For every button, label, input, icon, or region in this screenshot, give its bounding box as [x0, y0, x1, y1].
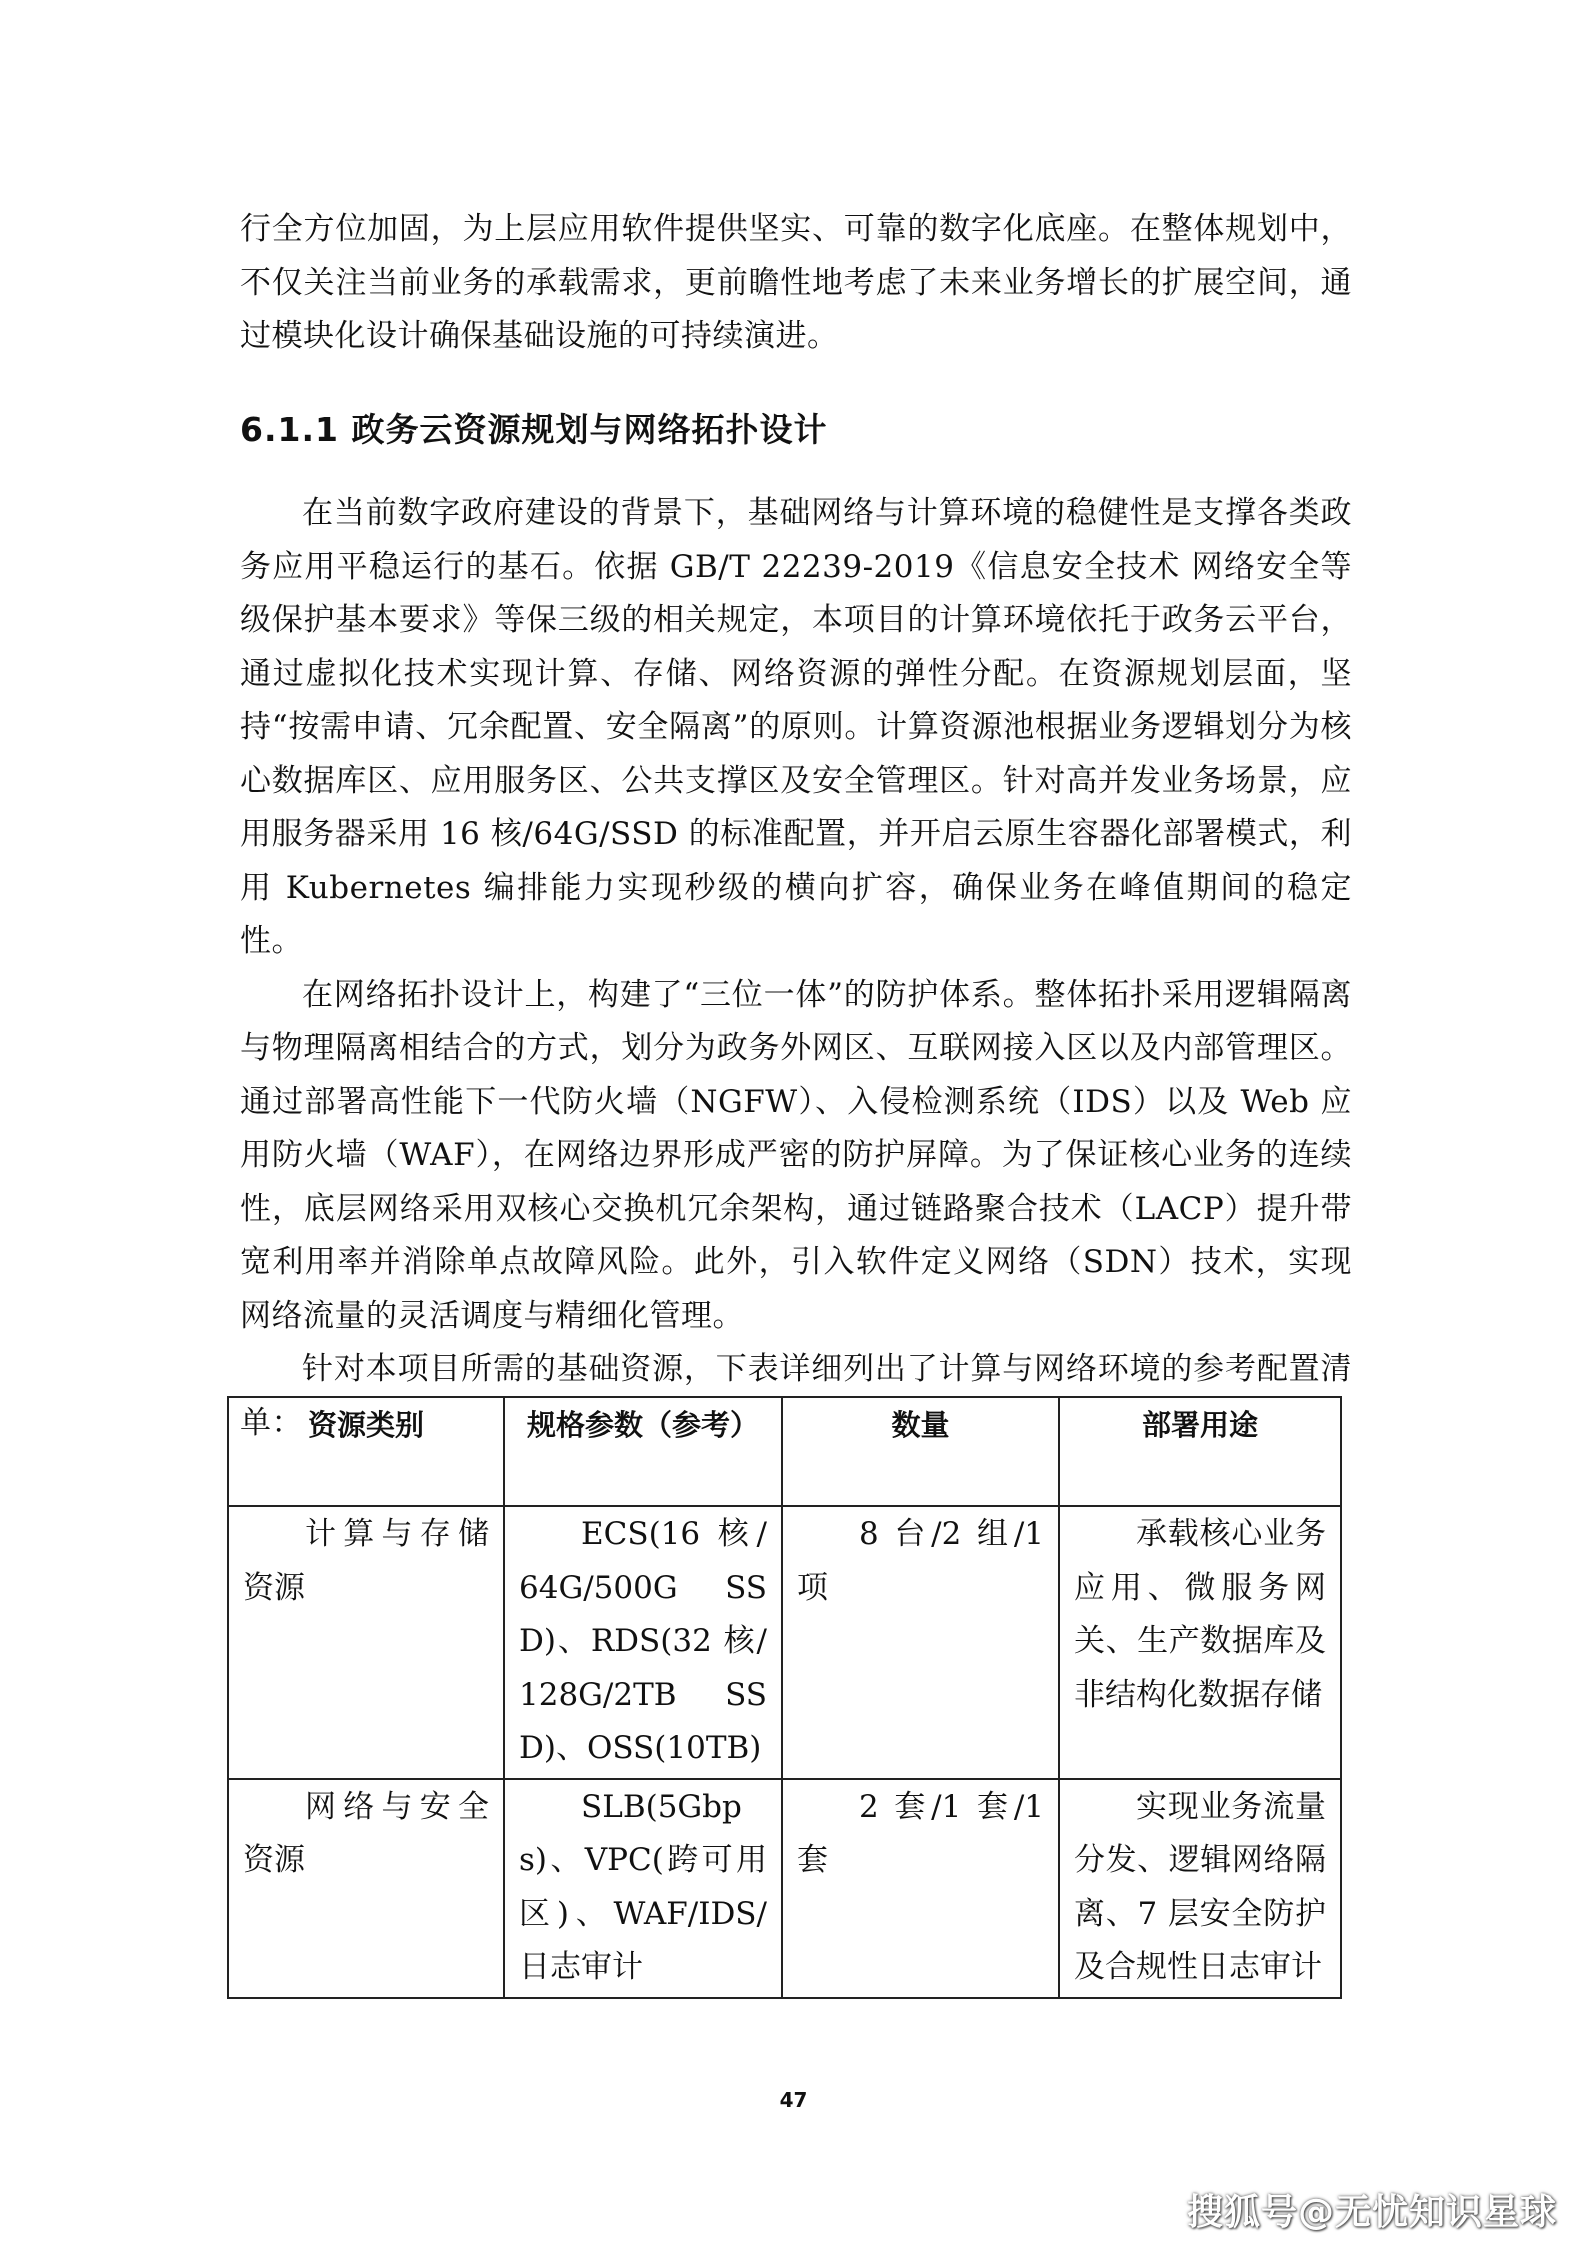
section-heading: 6.1.1 政务云资源规划与网络拓扑设计: [240, 410, 828, 449]
watermark: 搜狐号@无忧知识星球: [1186, 2192, 1557, 2233]
body-paragraph: 针对本项目所需的基础资源，下表详细列出了计算与网络环境的参考配置清单：: [240, 1351, 1352, 1441]
header-spec: 规格参数（参考）: [504, 1397, 782, 1506]
section-body: [240, 487, 1352, 1450]
cell-spec: ECS(16 核/64G/500G SSD)、RDS(32 核/128G/2TB SSD)、OSS(10TB): [504, 1506, 782, 1779]
header-quantity: 数量: [782, 1397, 1059, 1506]
page-number: 47: [779, 2088, 808, 2112]
body-paragraph: 在当前数字政府建设的背景下，基础网络与计算环境的稳健性是支撑各类政务应用平稳运行的基石。依据 GB/T 22239-2019《信息安全技术 网络安全等级保护基本要求》等保三级的相关规定，本项目的计算环境依托于政务云平台，通过虚拟化技术实现计算、存储、网络资源的弹性分配。在资源规划层面，坚持“按需申请、冗余配置、安全隔离”的原则。计算资源池根据业务逻辑划分为核心数据库区、应用服务区、公共支撑区及安全管理区。针对高并发业务场景，应用服务器采用 16 核/64G/SSD 的标准配置，并开启云原生容器化部署模式，利用 Kubernetes 编排能力实现秒级的横向扩容，确保业务在峰值期间的稳定性。: [240, 495, 1352, 959]
header-usage: 部署用途: [1059, 1397, 1341, 1506]
body-paragraph: 在网络拓扑设计上，构建了“三位一体”的防护体系。整体拓扑采用逻辑隔离与物理隔离相结合的方式，划分为政务外网区、互联网接入区以及内部管理区。通过部署高性能下一代防火墙（NGFW）、入侵检测系统（IDS）以及 Web 应用防火墙（WAF），在网络边界形成严密的防护屏障。为了保证核心业务的连续性，底层网络采用双核心交换机冗余架构，通过链路聚合技术（LACP）提升带宽利用率并消除单点故障风险。此外，引入软件定义网络（SDN）技术，实现网络流量的灵活调度与精细化管理。: [240, 976, 1352, 1334]
cell-spec: SLB(5Gbps)、VPC(跨可用区)、WAF/IDS/日志审计: [504, 1779, 782, 1998]
cell-category: 网络与安全资源: [228, 1779, 504, 1998]
table-row: [228, 1779, 1341, 1998]
table-header-row: [228, 1397, 1341, 1506]
table-row: [228, 1506, 1341, 1779]
intro-paragraph: 行全方位加固，为上层应用软件提供坚实、可靠的数字化底座。在整体规划中，不仅关注当前业务的承载需求，更前瞻性地考虑了未来业务增长的扩展空间，通过模块化设计确保基础设施的可持续演进。: [240, 211, 1352, 354]
cell-quantity: 2 套/1 套/1 套: [782, 1779, 1059, 1998]
resource-table-wrapper: [227, 1396, 1340, 1999]
cell-category: 计算与存储资源: [228, 1506, 504, 1779]
cell-usage: 承载核心业务应用、微服务网关、生产数据库及非结构化数据存储: [1059, 1506, 1341, 1779]
cell-usage: 实现业务流量分发、逻辑网络隔离、7 层安全防护及合规性日志审计: [1059, 1779, 1341, 1998]
resource-config-table: [227, 1396, 1342, 1999]
intro-text-block: [240, 203, 1352, 364]
cell-quantity: 8 台/2 组/1 项: [782, 1506, 1059, 1779]
header-category: 资源类别: [228, 1397, 504, 1506]
